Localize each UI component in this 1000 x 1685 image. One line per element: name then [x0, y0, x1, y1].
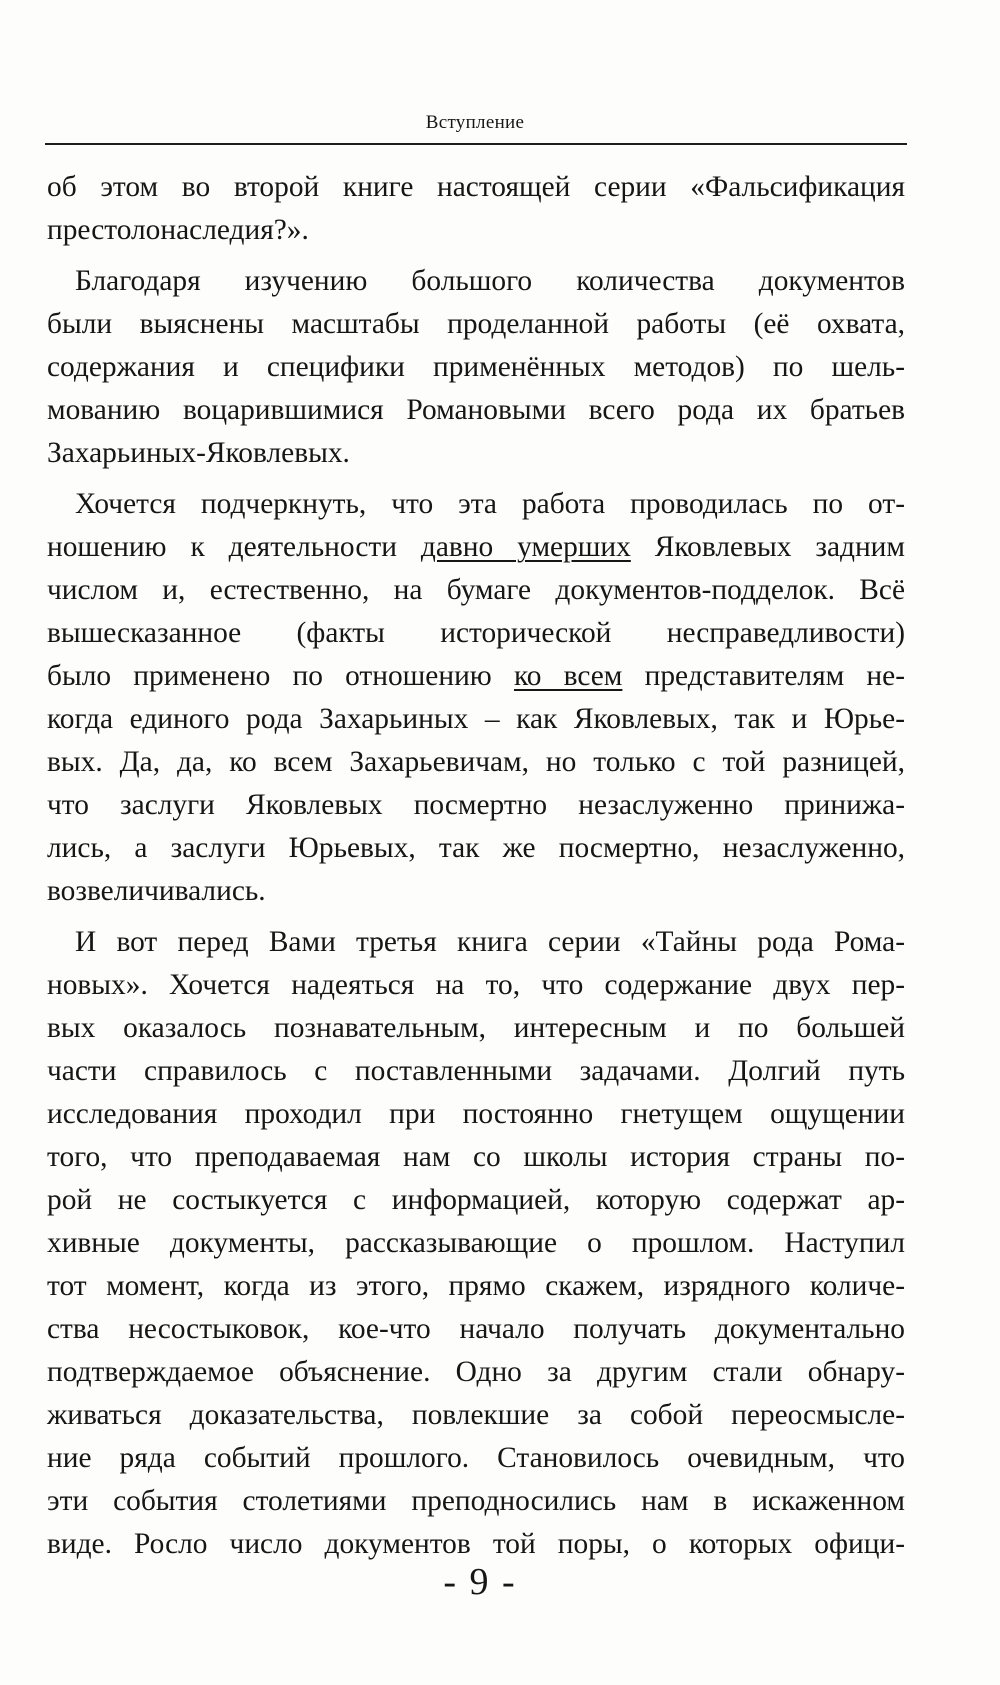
- text-line: тот момент, когда из этого, прямо скажем, изрядного количе-: [47, 1270, 905, 1302]
- underlined-phrase: давно умерших: [420, 531, 631, 563]
- text-fragment: было применено по отношению: [47, 660, 514, 692]
- text-line: исследования проходил при постоянно гнетущем ощущении: [47, 1098, 905, 1130]
- text-line: части справилось с поставленными задачами. Долгий путь: [47, 1055, 905, 1087]
- text-line: числом и, естественно, на бумаге документов-подделок. Всё: [47, 574, 905, 606]
- text-line: вых оказалось познавательным, интересным и по большей: [47, 1012, 905, 1044]
- text-line: ства несостыковок, кое-что начало получать документально: [47, 1313, 905, 1345]
- text-line: новых». Хочется надеяться на то, что содержание двух пер-: [47, 969, 905, 1001]
- text-line: виде. Росло число документов той поры, о которых офици-: [47, 1528, 905, 1560]
- text-line: когда единого рода Захарьиных – как Яковлевых, так и Юрье-: [47, 703, 905, 735]
- text-line-with-emphasis: [47, 526, 905, 569]
- text-line: Захарьиных-Яковлевых.: [47, 437, 350, 469]
- text-line: об этом во второй книге настоящей серии «Фальсификация: [47, 171, 905, 203]
- text-line-with-emphasis: [47, 655, 905, 698]
- paragraph-first-line: Благодаря изучению большого количества документов: [75, 265, 905, 297]
- text-line: того, что преподаваемая нам со школы история страны по-: [47, 1141, 905, 1173]
- paragraph-first-line: Хочется подчеркнуть, что эта работа проводилась по от-: [75, 488, 905, 520]
- text-line: лись, а заслуги Юрьевых, так же посмертно, незаслуженно,: [47, 832, 905, 864]
- text-line: хивные документы, рассказывающие о прошлом. Наступил: [47, 1227, 905, 1259]
- page-number: - 9 -: [443, 1561, 517, 1603]
- text-line: подтверждаемое объяснение. Одно за другим стали обнару-: [47, 1356, 905, 1388]
- underlined-phrase: ко всем: [513, 660, 623, 692]
- body-text: [47, 166, 905, 1566]
- text-fragment: представителям не-: [622, 660, 905, 692]
- text-line: престолонаследия?».: [47, 214, 309, 246]
- text-line: эти события столетиями преподносились нам в искаженном: [47, 1485, 905, 1517]
- header-rule: [45, 143, 907, 145]
- text-fragment: ношению к деятельности: [47, 531, 421, 563]
- text-line: мованию воцарившимися Романовыми всего рода их братьев: [47, 394, 905, 426]
- text-line: вых. Да, да, ко всем Захарьевичам, но только с той разницей,: [47, 746, 905, 778]
- running-header: Вступление: [425, 112, 525, 133]
- text-line: что заслуги Яковлевых посмертно незаслуженно принижа-: [47, 789, 905, 821]
- text-line: были выяснены масштабы проделанной работы (её охвата,: [47, 308, 905, 340]
- text-fragment: Яковлевых задним: [630, 531, 906, 563]
- text-line: ние ряда событий прошлого. Становилось очевидным, что: [47, 1442, 905, 1474]
- text-line: возвеличивались.: [47, 875, 266, 907]
- text-line: вышесказанное (факты исторической несправедливости): [47, 617, 905, 649]
- text-line: содержания и специфики применённых методов) по шель-: [47, 351, 905, 383]
- paragraph-first-line: И вот перед Вами третья книга серии «Тайны рода Рома-: [75, 926, 905, 958]
- text-line: рой не состыкуется с информацией, которую содержат ар-: [47, 1184, 905, 1216]
- text-line: живаться доказательства, повлекшие за собой переосмысле-: [47, 1399, 905, 1431]
